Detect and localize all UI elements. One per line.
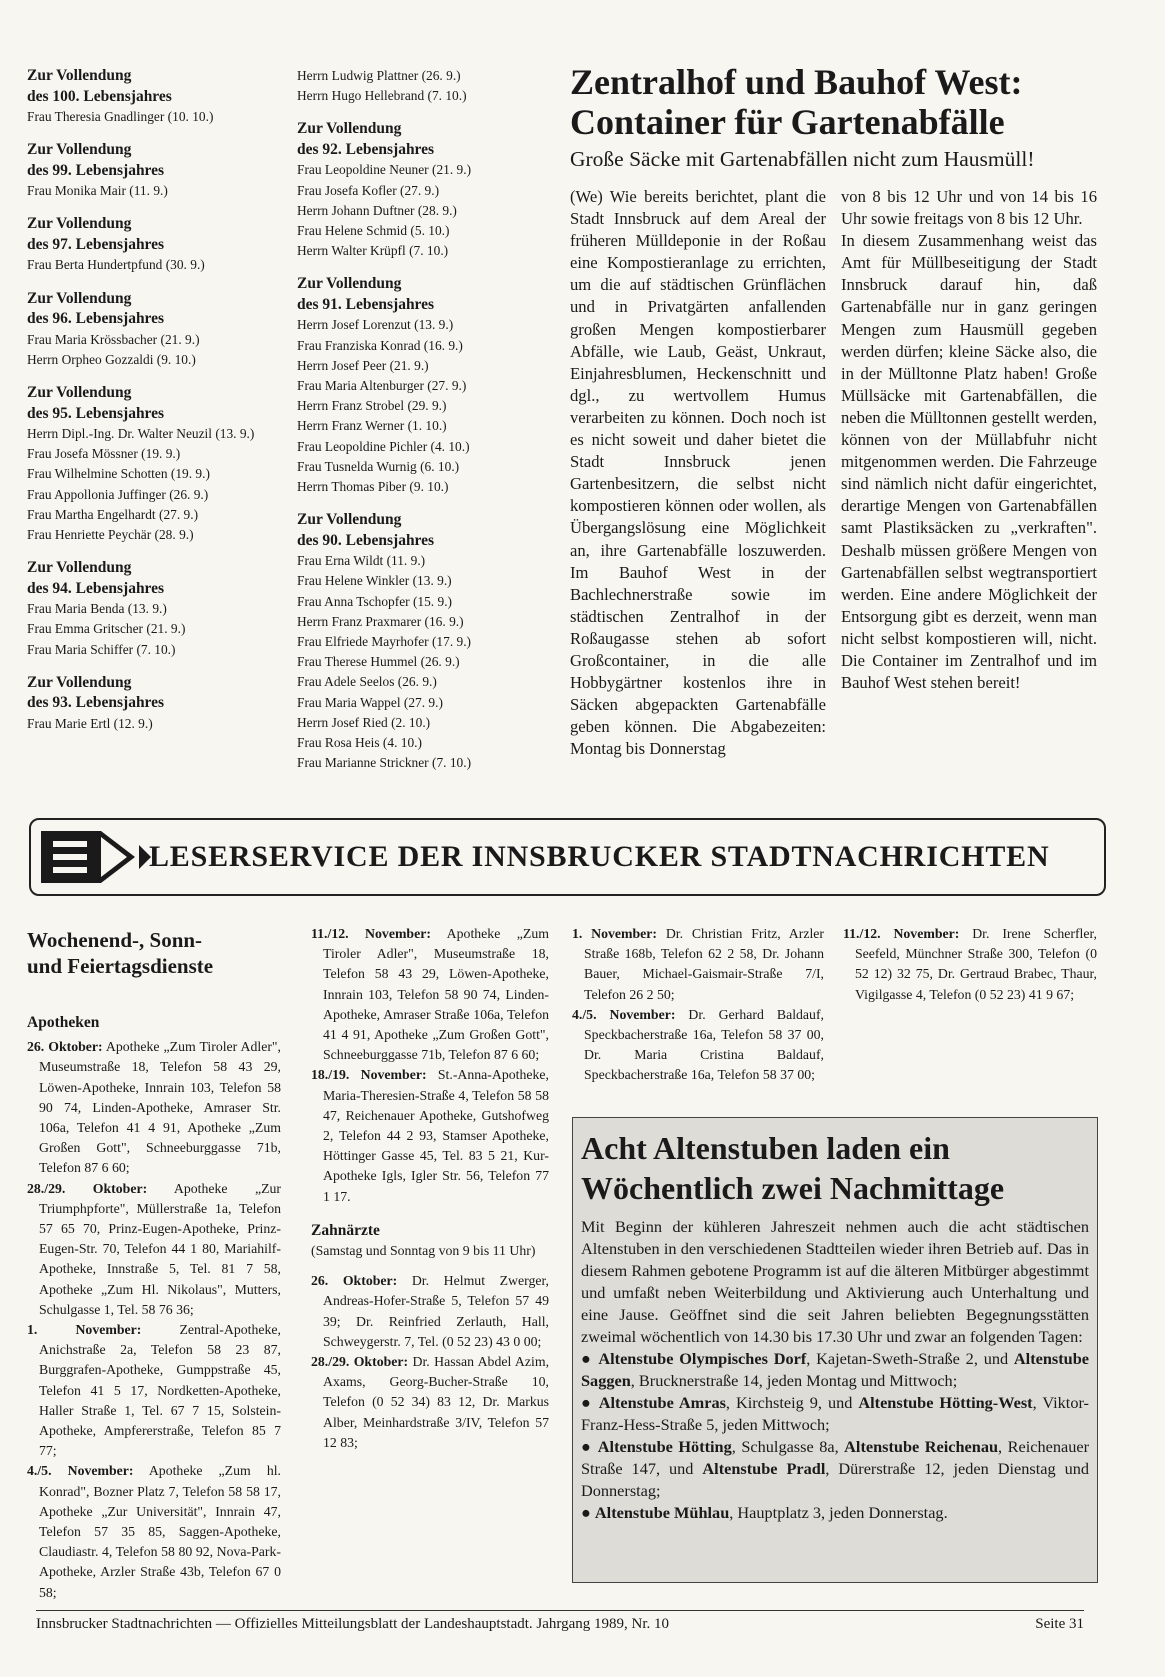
service-column-1: [27, 1013, 281, 1600]
footer: [36, 1610, 1084, 1633]
birthday-entry: Herrn Walter Krüpfl (7. 10.): [297, 243, 449, 259]
altenstube-detail: , Schulgasse 8a,: [731, 1437, 845, 1456]
birthday-entry: Herrn Johann Duftner (28. 9.): [297, 202, 457, 218]
birthday-entry: Frau Anna Tschopfer (15. 9.): [297, 593, 453, 609]
service-entry: 26. Oktober: Apotheke „Zum Tiroler Adler", Museumstraße 18, Telefon 58 43 29, Löwen-Apotheke, Innrain 103, Telefon 58 90 74, Linden-Apotheke, Amraser Str. 106a, Telefon 41 4 91, Apotheke „Zum Großen Gott", Schneeburggasse 71b, Telefon 87 6 60;: [27, 1039, 281, 1176]
birthday-entry: Frau Emma Gritscher (21. 9.): [27, 621, 186, 637]
birthday-entry: Frau Maria Schiffer (7. 10.): [27, 641, 176, 657]
birthday-entry: Frau Rosa Heis (4. 10.): [297, 735, 422, 751]
service-entry: 1. November: Dr. Christian Fritz, Arzler Straße 168b, Telefon 62 2 58, Dr. Johann Bauer, Michael-Gaismair-Straße 7/I, Telefon 26 2 50;: [572, 926, 824, 1002]
birthday-entry: Frau Appollonia Juffinger (26. 9.): [27, 486, 209, 502]
altenstube-detail: , Viktor-Franz-Hess-Straße 5, jeden Mittwoch;: [581, 1393, 1089, 1434]
birthday-entry: Frau Helene Winkler (13. 9.): [297, 573, 452, 589]
altenstube-detail: , Kajetan-Sweth-Straße 2, und: [806, 1349, 1014, 1368]
birthday-entry: Herrn Franz Werner (1. 10.): [297, 418, 447, 434]
birthday-entry: Herrn Franz Strobel (29. 9.): [297, 398, 447, 414]
entry-date: 4./5. November:: [27, 1463, 134, 1479]
birthday-entry: Frau Erna Wildt (11. 9.): [297, 553, 426, 569]
service-entry: 11./12. November: Dr. Irene Scherfler, Seefeld, Münchner Straße 300, Telefon (0 52 12) 32 75, Dr. Gertraud Brabec, Thaur, Vigilgasse 4, Telefon (0 52 23) 41 9 67;: [843, 926, 1097, 1002]
birthday-entry: Frau Therese Hummel (26. 9.): [297, 654, 460, 670]
birthday-heading: Zur Vollendung: [27, 384, 132, 402]
birthday-entry: Frau Maria Altenburger (27. 9.): [297, 378, 467, 394]
birthday-entry: Frau Theresia Gnadlinger (10. 10.): [27, 109, 214, 124]
birthday-heading: Zur Vollendung: [297, 120, 402, 138]
birthday-heading: des 96. Lebensjahres: [27, 310, 165, 328]
birthday-heading: des 93. Lebensjahres: [27, 694, 165, 712]
footer-text: Innsbrucker Stadtnachrichten — Offizielles Mitteilungsblatt der Landeshauptstadt. Jahrgang 1989, Nr. 10: [36, 1616, 670, 1632]
birthday-entry: Herrn Josef Ried (2. 10.): [297, 714, 431, 730]
service-title-line1: Wochenend-, Sonn-: [27, 928, 203, 952]
banner-title: LESERSERVICE DER INNSBRUCKER STADTNACHRICHTEN: [149, 840, 1050, 873]
birthday-entry: Frau Maria Wappel (27. 9.): [297, 694, 443, 710]
altenstube-item: [581, 1436, 1089, 1502]
altenstube-name: Altenstube Mühlau: [594, 1503, 730, 1522]
birthday-heading: des 92. Lebensjahres: [297, 140, 435, 158]
birthday-heading: Zur Vollendung: [27, 559, 132, 577]
service-entry: 28./29. Oktober: Apotheke „Zur Triumphpforte", Müllerstraße 1a, Telefon 57 65 70, Prinz-Eugen-Apotheke, Prinz-Eugen-Str. 70, Telefon 44 1 80, Mariahilf-Apotheke, Innstraße 5, Tel. 81 7 58, Apotheke „Zum Hl. Nikolaus", Mutters, Schulgasse 1, Tel. 58 76 36;: [27, 1180, 281, 1317]
birthday-heading: des 99. Lebensjahres: [27, 161, 165, 179]
service-column-4: [843, 924, 1097, 1005]
leserservice-banner: [29, 818, 1106, 896]
birthday-heading: Zur Vollendung: [27, 673, 132, 691]
entry-date: 26. Oktober:: [27, 1039, 103, 1055]
altenstube-item: [581, 1392, 1089, 1436]
altenstube-item: [581, 1502, 1089, 1524]
box-title-line2: Wöchentlich zwei Nachmittage: [581, 1170, 1005, 1206]
birthday-heading: Zur Vollendung: [27, 141, 132, 159]
birthday-entry: Frau Monika Mair (11. 9.): [27, 183, 168, 199]
entry-date: 28./29. Oktober:: [311, 1354, 409, 1370]
entry-date: 26. Oktober:: [311, 1273, 398, 1289]
birthday-entry: Herrn Orpheo Gozzaldi (9. 10.): [27, 351, 196, 367]
birthday-entry: Herrn Thomas Piber (9. 10.): [297, 479, 449, 495]
birthday-entry: Herrn Josef Peer (21. 9.): [297, 357, 429, 373]
service-entry: 1. November: Zentral-Apotheke, Anichstraße 2a, Telefon 58 23 87, Burggrafen-Apotheke, Gumppstraße 45, Telefon 41 5 17, Nordketten-Apotheke, Haller Straße 1, Tel. 67 7 15, Solstein-Apotheke, Ampfererstraße, Telefon 85 7 77;: [27, 1322, 281, 1459]
entry-date: 1. November:: [27, 1322, 142, 1338]
service-column-3: [572, 924, 824, 1086]
birthday-entry: Frau Marianne Strickner (7. 10.): [297, 755, 472, 771]
bullet-icon: ●: [581, 1437, 598, 1456]
birthday-entry: Frau Berta Hundertpfund (30. 9.): [27, 257, 205, 273]
altenstuben-box: [572, 1117, 1098, 1583]
altenstube-name: Altenstube Amras: [598, 1393, 726, 1412]
article-col1-text: (We) Wie bereits berichtet, plant die Stadt Innsbruck auf dem Areal der früheren Mülldeponie in der Roßau eine Kompostieranlage zu errichten, um die auf städtischen Grünflächen und in Privatgärten anfallenden großen Mengen kompostierbarer Abfälle, wie Laub, Geäst, Unkraut, Einjahresblumen, Heckenschnitt und dgl., zu wertvollem Humus verarbeiten zu können. Doch noch ist es nicht soweit und daher bietet die Stadt Innsbruck jenen Gartenbesitzern, die selbst nicht kompostieren können oder wollen, als Übergangslösung eine Möglichkeit an, ihre Gartenabfälle loszuwerden. Im Bauhof West in der Bachlechnerstraße sowie im städtischen Zentralhof in der Roßaugasse stehen ab sofort Großcontainer, in die alle Hobbygärtner kostenlos ihre in Säcken abgepackten Gartenabfälle geben können. Die Abgabezeiten: Montag bis Donnerstag: [570, 187, 826, 759]
birthday-entry: Frau Josefa Mössner (19. 9.): [27, 446, 181, 462]
altenstube-detail: , Dürerstraße 12, jeden Dienstag und Donnerstag;: [581, 1459, 1089, 1500]
entry-date: 4./5. November:: [572, 1006, 676, 1022]
pencil-logo-icon: [39, 829, 154, 885]
service-title: [27, 927, 297, 979]
altenstube-detail: , Kirchsteig 9, und: [725, 1393, 859, 1412]
birthday-heading: des 91. Lebensjahres: [297, 295, 435, 313]
altenstube-name: Altenstube Reichenau: [844, 1437, 999, 1456]
bullet-icon: ●: [581, 1503, 595, 1522]
altenstube-name: Altenstube Pradl: [702, 1459, 826, 1478]
entry-date: 1. November:: [572, 926, 658, 941]
apotheken-heading: Apotheken: [27, 1014, 100, 1031]
box-body: [581, 1216, 1089, 1524]
bullet-icon: ●: [581, 1393, 599, 1412]
birthday-heading: des 90. Lebensjahres: [297, 531, 435, 549]
birthday-entry: Frau Martha Engelhardt (27. 9.): [27, 506, 199, 522]
article-col2-p1: von 8 bis 12 Uhr und von 14 bis 16 Uhr sowie freitags von 8 bis 12 Uhr.: [841, 187, 1097, 229]
birthday-entry: Frau Leopoldine Pichler (4. 10.): [297, 438, 470, 454]
birthday-entry: Frau Marie Ertl (12. 9.): [27, 715, 153, 731]
birthday-column-2: [297, 66, 547, 773]
birthday-heading: Zur Vollendung: [297, 511, 402, 529]
birthday-entry: Herrn Ludwig Plattner (26. 9.): [297, 68, 461, 83]
birthday-entry: Frau Adele Seelos (26. 9.): [297, 674, 437, 690]
service-entry: 4./5. November: Apotheke „Zum hl. Konrad", Bozner Platz 7, Telefon 58 58 17, Apotheke „Zur Universität", Innrain 47, Telefon 57 35 85, Saggen-Apotheke, Claudiastr. 4, Telefon 58 80 92, Nova-Park-Apotheke, Arzler Straße 43b, Telefon 67 0 58;: [27, 1463, 281, 1600]
article-column-2: [841, 186, 1097, 694]
altenstube-detail: , Brucknerstraße 14, jeden Montag und Mittwoch;: [630, 1371, 958, 1390]
box-intro: Mit Beginn der kühleren Jahreszeit nehmen auch die acht städtischen Altenstuben in den verschiedenen Stadtteilen wieder ihren Betrieb auf. Das in diesem Rahmen gebotene Programm ist auf die älteren Mitbürger abgestimmt und umfaßt neben Weiterbildung und Aktivierung auch Unterhaltung und eine Jause. Geöffnet sind die seit Jahren beliebten Begegnungsstätten zweimal wöchentlich von 14.30 bis 17.30 Uhr und zwar an folgenden Tagen:: [581, 1217, 1089, 1346]
birthday-entry: Herrn Franz Praxmarer (16. 9.): [297, 613, 464, 629]
altenstube-name: Altenstube Saggen: [581, 1349, 1090, 1390]
birthday-entry: Herrn Dipl.-Ing. Dr. Walter Neuzil (13. 9.): [27, 426, 255, 442]
service-entry: 28./29. Oktober: Dr. Hassan Abdel Azim, Axams, Georg-Bucher-Straße 10, Telefon (0 52 34) 83 12, Dr. Markus Alber, Meinhardstraße 3/IV, Telefon 57 12 83;: [311, 1354, 549, 1450]
box-title-line1: Acht Altenstuben laden ein: [581, 1130, 950, 1166]
birthday-entry: Frau Maria Benda (13. 9.): [27, 601, 167, 617]
birthday-entry: Frau Leopoldine Neuner (21. 9.): [297, 162, 472, 178]
birthday-heading: des 94. Lebensjahres: [27, 579, 165, 597]
box-title: [581, 1128, 1091, 1208]
service-column-2: [311, 924, 549, 1453]
article-subtitle: Große Säcke mit Gartenabfällen nicht zum Hausmüll!: [570, 147, 1035, 171]
zahnaerzte-note: (Samstag und Sonntag von 9 bis 11 Uhr): [311, 1243, 536, 1259]
altenstube-item: [581, 1348, 1089, 1392]
birthday-heading: des 97. Lebensjahres: [27, 235, 165, 253]
birthday-entry: Frau Maria Krössbacher (21. 9.): [27, 331, 200, 347]
service-entry: 4./5. November: Dr. Gerhard Baldauf, Speckbacherstraße 16a, Telefon 58 37 00, Dr. Maria Cristina Baldauf, Speckbacherstraße 16a, Telefon 58 37 00;: [572, 1006, 824, 1083]
entry-date: 28./29. Oktober:: [27, 1180, 148, 1196]
birthday-heading: Zur Vollendung: [27, 289, 132, 307]
service-entry: 26. Oktober: Dr. Helmut Zwerger, Andreas-Hofer-Straße 5, Telefon 57 49 39; Dr. Reinfried Zerlauth, Hall, Schweygerstr. 7, Tel. (0 52 23) 43 0 00;: [311, 1273, 549, 1349]
birthday-heading: des 100. Lebensjahres: [27, 87, 172, 105]
zahnaerzte-heading: Zahnärzte: [311, 1221, 380, 1239]
birthday-entry: Frau Josefa Kofler (27. 9.): [297, 182, 440, 198]
article-column-1: [570, 186, 826, 760]
birthday-entry: Frau Franziska Konrad (16. 9.): [297, 337, 463, 353]
service-entry: 11./12. November: Apotheke „Zum Tiroler Adler", Museumstraße 18, Telefon 58 43 29, Löwen-Apotheke, Innrain 103, Telefon 58 90 74, Linden-Apotheke, Amraser Straße 106a, Telefon 41 4 91, Apotheke „Zum Großen Gott", Schneeburggasse 71b, Telefon 87 6 60;: [311, 926, 549, 1063]
article-title-line2: Container für Gartenabfälle: [570, 102, 1005, 142]
article-title: [570, 62, 1100, 142]
bullet-icon: ●: [581, 1349, 599, 1368]
birthday-column-1: [27, 66, 285, 734]
entry-date: 18./19. November:: [311, 1067, 427, 1083]
birthday-entry: Frau Helene Schmid (5. 10.): [297, 223, 450, 239]
birthday-entry: Frau Wilhelmine Schotten (19. 9.): [27, 466, 210, 482]
altenstube-name: Altenstube Hötting: [597, 1437, 732, 1456]
birthday-heading: des 95. Lebensjahres: [27, 404, 165, 422]
article-title-line1: Zentralhof und Bauhof West:: [570, 62, 1023, 102]
birthday-entry: Frau Tusnelda Wurnig (6. 10.): [297, 458, 460, 474]
altenstube-detail: , Reichenauer Straße 147, und: [581, 1437, 1089, 1478]
birthday-entry: Frau Henriette Peychär (28. 9.): [27, 527, 194, 543]
birthday-entry: Herrn Hugo Hellebrand (7. 10.): [297, 88, 467, 104]
service-title-line2: und Feiertagsdienste: [27, 954, 214, 978]
birthday-heading: Zur Vollendung: [297, 275, 402, 293]
altenstube-detail: , Hauptplatz 3, jeden Donnerstag.: [729, 1503, 948, 1522]
altenstube-name: Altenstube Olympisches Dorf: [598, 1349, 807, 1368]
birthday-heading: Zur Vollendung: [27, 67, 132, 84]
service-entry: 18./19. November: St.-Anna-Apotheke, Maria-Theresien-Straße 4, Telefon 58 58 47, Reichenauer Apotheke, Gutshofweg 2, Telefon 44 2 93, Stamser Apotheke, Höttinger Gasse 45, Tel. 83 5 21, Kur-Apotheke Igls, Igler Str. 56, Telefon 77 1 17.: [311, 1067, 549, 1204]
birthday-entry: Frau Elfriede Mayrhofer (17. 9.): [297, 634, 472, 650]
article-col2-p2: In diesem Zusammenhang weist das Amt für Müllbeseitigung der Stadt Innsbruck darauf hin, daß Gartenabfälle nur in ganz geringen Mengen zum Hausmüll gegeben werden dürfen; kleine Säcke also, die in der Mülltonne Platz haben! Große Müllsäcke mit Gartenabfällen, die neben die Mülltonnen gestellt werden, können von der Müllabfuhr nicht mitgenommen werden. Die Fahrzeuge sind nämlich nicht dafür eingerichtet, derartige Mengen von Gartenabfällen samt Plastiksäcken zu „verkraften". Deshalb müssen größere Mengen von Gartenabfällen selbst wegtransportiert werden. Eine andere Möglichkeit der Entsorgung gibt es derzeit, wenn man nicht selbst kompostieren will, nicht. Die Container im Zentralhof und im Bauhof West stehen bereit!: [841, 231, 1097, 693]
page-number: Seite 31: [1035, 1616, 1084, 1632]
altenstube-name: Altenstube Hötting-West: [858, 1393, 1033, 1412]
entry-date: 11./12. November:: [311, 926, 431, 941]
birthday-entry: Herrn Josef Lorenzut (13. 9.): [297, 317, 454, 333]
entry-date: 11./12. November:: [843, 926, 960, 941]
birthday-heading: Zur Vollendung: [27, 215, 132, 233]
